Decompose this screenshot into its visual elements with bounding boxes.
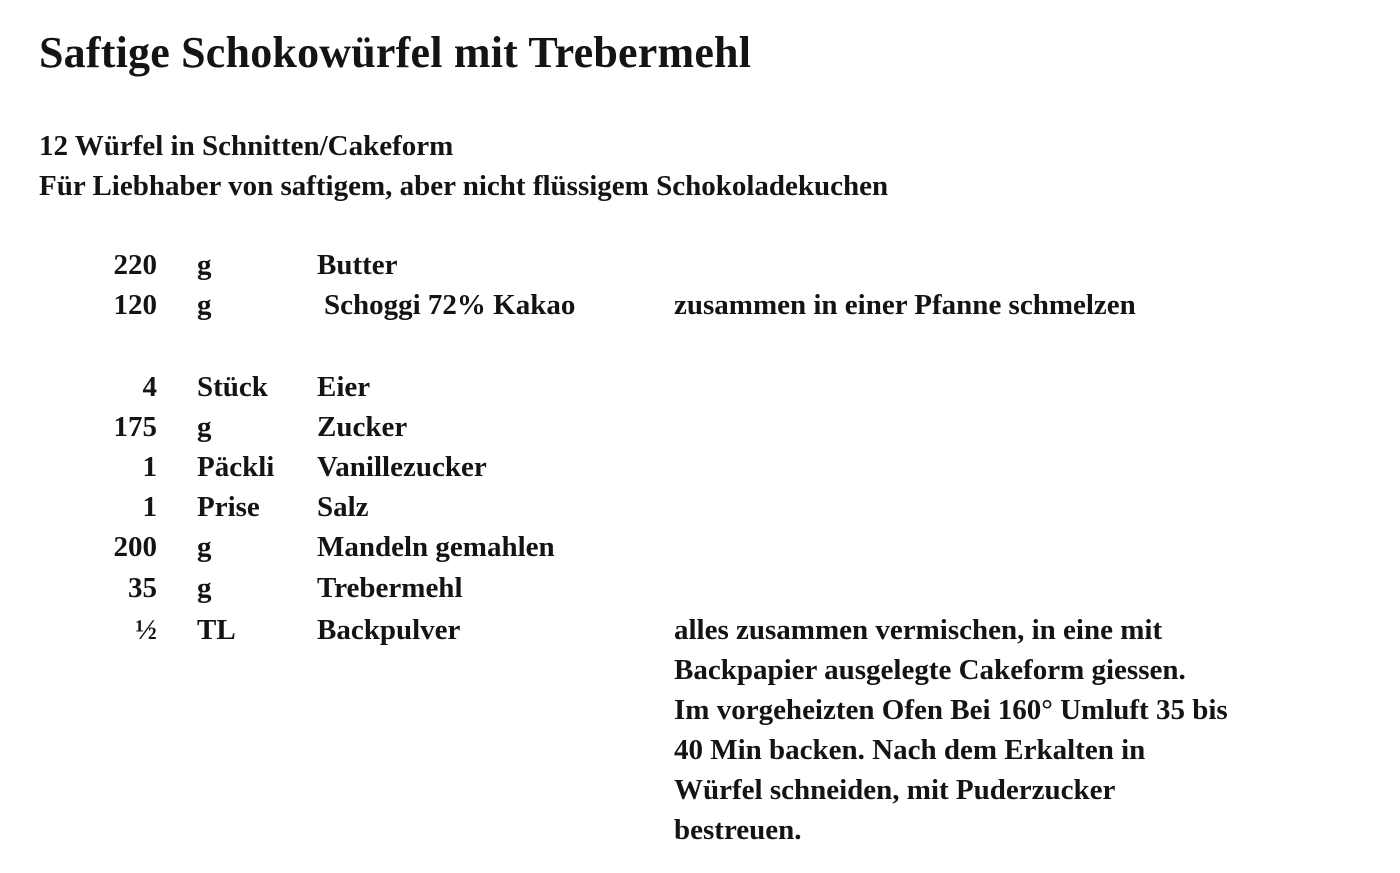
ingredient-unit: g [197,572,212,604]
ingredient-row [0,447,1400,487]
ingredient-name: Backpulver [317,614,461,646]
ingredient-quantity: ½ [135,614,157,646]
ingredient-quantity: 1 [142,451,157,483]
ingredient-unit: g [197,249,212,281]
method-line: 40 Min backen. Nach dem Erkalten in [674,734,1146,766]
ingredient-unit: TL [197,614,236,646]
ingredient-row [0,367,1400,407]
ingredient-name: Eier [317,371,371,403]
ingredient-name: Mandeln gemahlen [317,531,555,563]
ingredient-row [0,285,1400,325]
ingredient-name: Salz [317,491,369,523]
ingredient-quantity: 220 [113,249,157,281]
ingredient-quantity: 1 [142,491,157,523]
ingredient-unit: Päckli [197,451,275,483]
method-line: Backpapier ausgelegte Cakeform giessen. [674,654,1186,686]
ingredient-quantity: 35 [128,572,157,604]
ingredient-quantity: 175 [113,411,157,443]
ingredient-row [0,487,1400,527]
ingredient-unit: g [197,289,212,321]
step-note-melt: zusammen in einer Pfanne schmelzen [674,289,1136,321]
ingredient-quantity: 200 [113,531,157,563]
ingredient-row [0,245,1400,285]
method-line: Im vorgeheizten Ofen Bei 160° Umluft 35 bis [674,694,1228,726]
ingredient-row [0,527,1400,567]
ingredient-unit: g [197,411,212,443]
method-line: bestreuen. [674,814,802,846]
recipe-title: Saftige Schokowürfel mit Trebermehl [39,28,752,77]
ingredient-name: Schoggi 72% Kakao [324,289,576,321]
ingredient-unit: g [197,531,212,563]
recipe-yield: 12 Würfel in Schnitten/Cakeform [39,130,454,162]
ingredient-unit: Prise [197,491,260,523]
ingredient-unit: Stück [197,371,268,403]
ingredient-name: Zucker [317,411,408,443]
ingredient-name: Vanillezucker [317,451,487,483]
ingredient-row [0,407,1400,447]
ingredient-quantity: 4 [142,371,157,403]
ingredient-name: Trebermehl [317,572,463,604]
ingredient-row [0,568,1400,608]
ingredient-quantity: 120 [113,289,157,321]
method-line: alles zusammen vermischen, in eine mit [674,614,1163,646]
recipe-description: Für Liebhaber von saftigem, aber nicht flüssigem Schokoladekuchen [39,170,889,202]
method-line: Würfel schneiden, mit Puderzucker [674,774,1116,806]
ingredient-name: Butter [317,249,398,281]
method-instructions [674,610,1364,850]
